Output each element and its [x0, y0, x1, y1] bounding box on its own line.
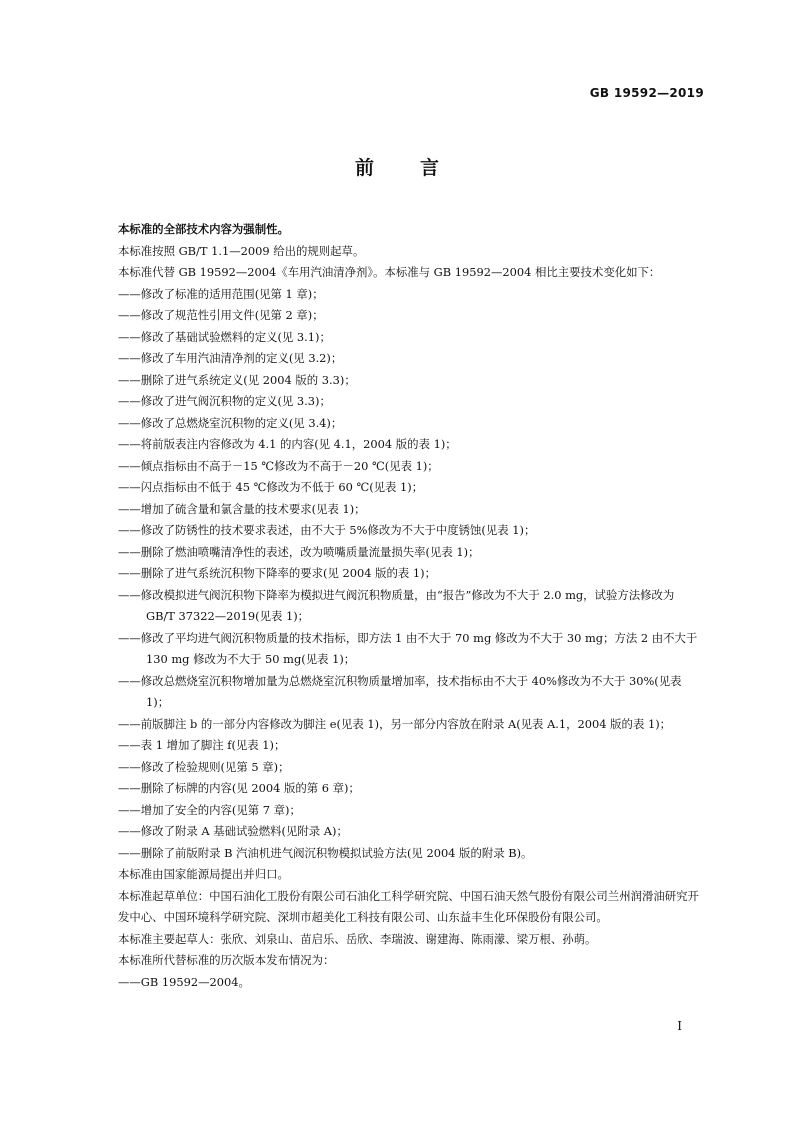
list-item: ——修改了基础试验燃料的定义(见 3.1)；: [118, 329, 331, 344]
list-item: ——表 1 增加了脚注 f(见表 1)；: [118, 738, 286, 752]
document-body: [118, 219, 704, 993]
list-item: ——删除了进气系统沉积物下降率的要求(见 2004 版的表 1)；: [118, 566, 436, 580]
replacement-paragraph: 本标准代替 GB 19592—2004《车用汽油清净剂》。本标准与 GB 19592—2004 相比主要技术变化如下：: [118, 265, 661, 279]
drafting-rule-paragraph: 本标准按照 GB/T 1.1—2009 给出的规则起草。: [118, 243, 365, 258]
proposer-paragraph: 本标准由国家能源局提出并归口。: [118, 867, 289, 881]
change-list: [118, 284, 704, 865]
page-number: I: [677, 1019, 682, 1033]
history-paragraph: 本标准所代替标准的历次版本发布情况为：: [118, 953, 335, 967]
list-item: ——删除了进气系统定义(见 2004 版的 3.3)；: [118, 372, 356, 387]
list-item: ——倾点指标由不高于－15 ℃修改为不高于－20 ℃(见表 1)；: [118, 458, 439, 473]
list-item: ——修改了规范性引用文件(见第 2 章)；: [118, 308, 324, 322]
list-item: ——修改了进气阀沉积物的定义(见 3.3)；: [118, 394, 331, 408]
history-item: ——GB 19592—2004。: [118, 974, 250, 989]
list-item: ——修改了总燃烧室沉积物的定义(见 3.4)；: [118, 415, 343, 430]
list-item: ——修改总燃烧室沉积物增加量为总燃烧室沉积物质量增加率，技术指标由不大于 40%修改为不大于 30%(见表 1)；: [118, 673, 682, 709]
list-item: ——修改了平均进气阀沉积物质量的技术指标，即方法 1 由不大于 70 mg 修改为不大于 30 mg；方法 2 由不大于 130 mg 修改为不大于 50 mg(见表 1)；: [118, 630, 698, 666]
drafters-paragraph: 本标准主要起草人：张欣、刘泉山、苗启乐、岳欣、李瑞波、谢建海、陈雨濛、梁万根、孙萌。: [118, 931, 597, 946]
list-item: ——修改了防锈性的技术要求表述，由不大于 5%修改为不大于中度锈蚀(见表 1)；: [118, 523, 536, 537]
list-item: ——删除了燃油喷嘴清净性的表述，改为喷嘴质量流量损失率(见表 1)；: [118, 544, 480, 559]
list-item: ——增加了安全的内容(见第 7 章)；: [118, 802, 301, 817]
list-item: ——修改了车用汽油清净剂的定义(见 3.2)；: [118, 351, 343, 365]
list-item: ——修改了检验规则(见第 5 章)；: [118, 759, 290, 774]
list-item: ——增加了硫含量和氯含量的技术要求(见表 1)；: [118, 501, 366, 516]
list-item: ——修改了标准的适用范围(见第 1 章)；: [118, 286, 324, 301]
page-title: 前言: [354, 157, 485, 179]
list-item: ——前版脚注 b 的一部分内容修改为脚注 e(见表 1)，另一部分内容放在附录 A(见表 A.1，2004 版的表 1)；: [118, 716, 672, 731]
list-item: ——删除了标牌的内容(见 2004 版的第 6 章)；: [118, 781, 360, 795]
list-item: ——修改了附录 A 基础试验燃料(见附录 A)；: [118, 824, 348, 838]
mandatory-statement: 本标准的全部技术内容为强制性。: [118, 222, 289, 236]
standard-number: GB 19592—2019: [589, 86, 704, 100]
list-item: ——闪点指标由不低于 45 ℃修改为不低于 60 ℃(见表 1)；: [118, 480, 424, 494]
list-item: ——删除了前版附录 B 汽油机进气阀沉积物模拟试验方法(见 2004 版的附录 B)。: [118, 845, 533, 860]
drafting-units-paragraph: 本标准起草单位：中国石油化工股份有限公司石油化工科学研究院、中国石油天然气股份有限公司兰州润滑油研究开发中心、中国环境科学研究院、深圳市超美化工科技有限公司、山东益丰生化环保股份有限公司。: [118, 888, 699, 924]
list-item: ——修改模拟进气阀沉积物下降率为模拟进气阀沉积物质量，由“报告”修改为不大于 2.0 mg，试验方法修改为 GB/T 37322—2019(见表 1)；: [118, 587, 675, 623]
list-item: ——将前版表注内容修改为 4.1 的内容(见 4.1，2004 版的表 1)；: [118, 437, 457, 451]
